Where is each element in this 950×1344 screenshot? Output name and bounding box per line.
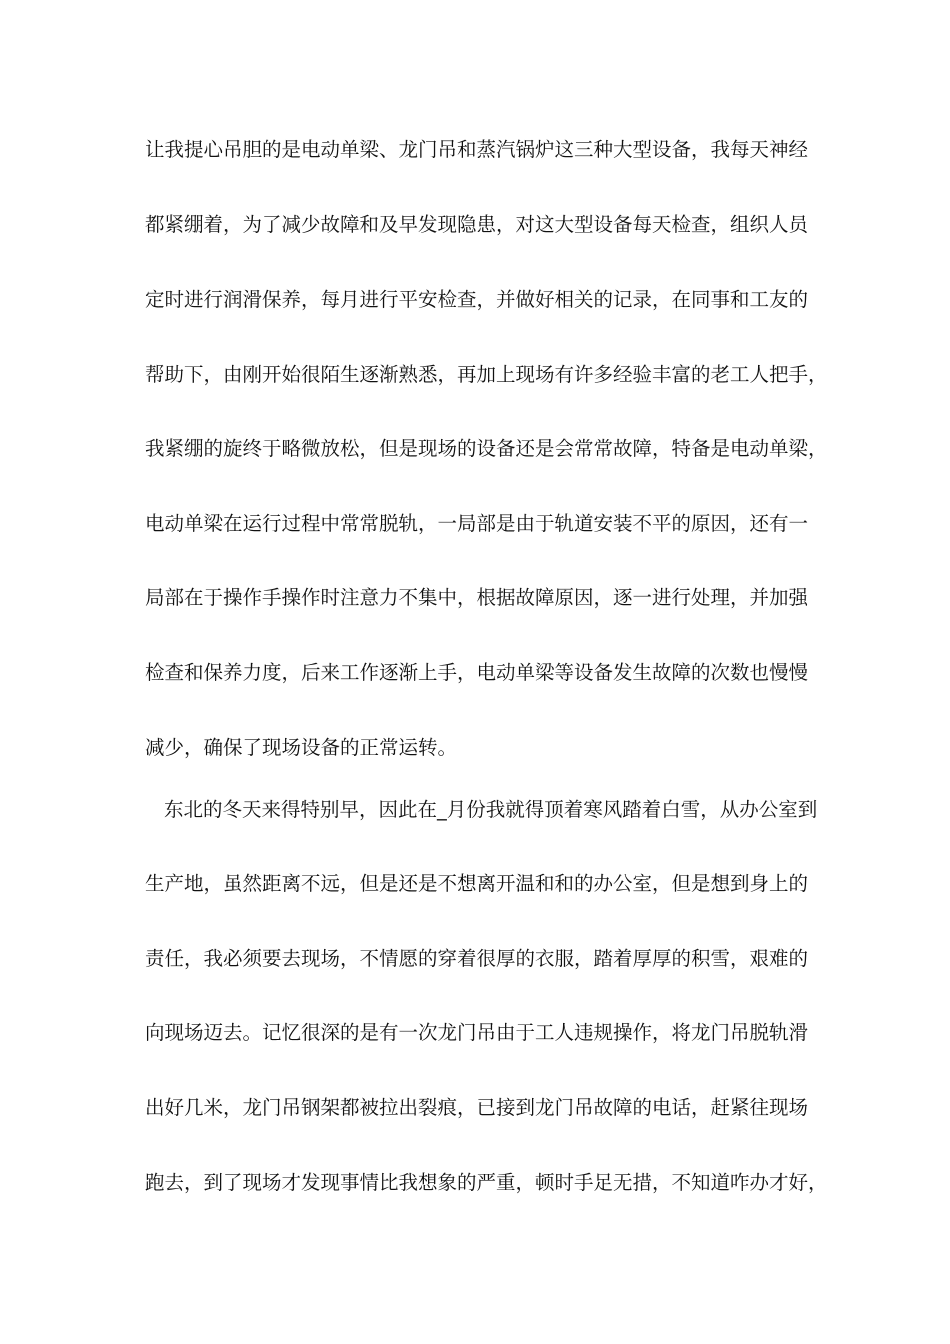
text-line: 出好几米，龙门吊钢架都被拉出裂痕，已接到龙门吊故障的电话，赶紧往现场 <box>145 1096 809 1119</box>
text-line: 帮助下，由刚开始很陌生逐渐熟悉，再加上现场有许多经验丰富的老工人把手， <box>145 363 828 386</box>
text-line: 我紧绷的旋终于略微放松，但是现场的设备还是会常常故障，特备是电动单梁， <box>145 437 828 460</box>
text-line: 生产地，虽然距离不远，但是还是不想离开温和和的办公室，但是想到身上的 <box>145 872 809 895</box>
text-line: 检查和保养力度，后来工作逐渐上手，电动单梁等设备发生故障的次数也慢慢 <box>145 661 809 684</box>
text-line: 定时进行润滑保养，每月进行平安检查，并做好相关的记录，在同事和工友的 <box>145 288 809 311</box>
text-line: 局部在于操作手操作时注意力不集中，根据故障原因，逐一进行处理，并加强 <box>145 586 809 609</box>
text-line: 都紧绷着，为了减少故障和及早发现隐患，对这大型设备每天检查，组织人员 <box>145 213 809 236</box>
text-line: 跑去，到了现场才发现事情比我想象的严重，顿时手足无措，不知道咋办才好， <box>145 1171 828 1194</box>
paragraph-first-line: 东北的冬天来得特别早，因此在_月份我就得顶着寒风踏着白雪，从办公室到 <box>164 798 818 821</box>
text-line: 向现场迈去。记忆很深的是有一次龙门吊由于工人违规操作，将龙门吊脱轨滑 <box>145 1021 809 1044</box>
text-line: 责任，我必须要去现场，不情愿的穿着很厚的衣服，踏着厚厚的积雪，艰难的 <box>145 947 809 970</box>
text-line: 电动单梁在运行过程中常常脱轨，一局部是由于轨道安装不平的原因，还有一 <box>145 512 809 535</box>
text-line: 让我提心吊胆的是电动单梁、龙门吊和蒸汽锅炉这三种大型设备，我每天神经 <box>145 138 809 161</box>
text-line: 减少，确保了现场设备的正常运转。 <box>145 736 458 759</box>
